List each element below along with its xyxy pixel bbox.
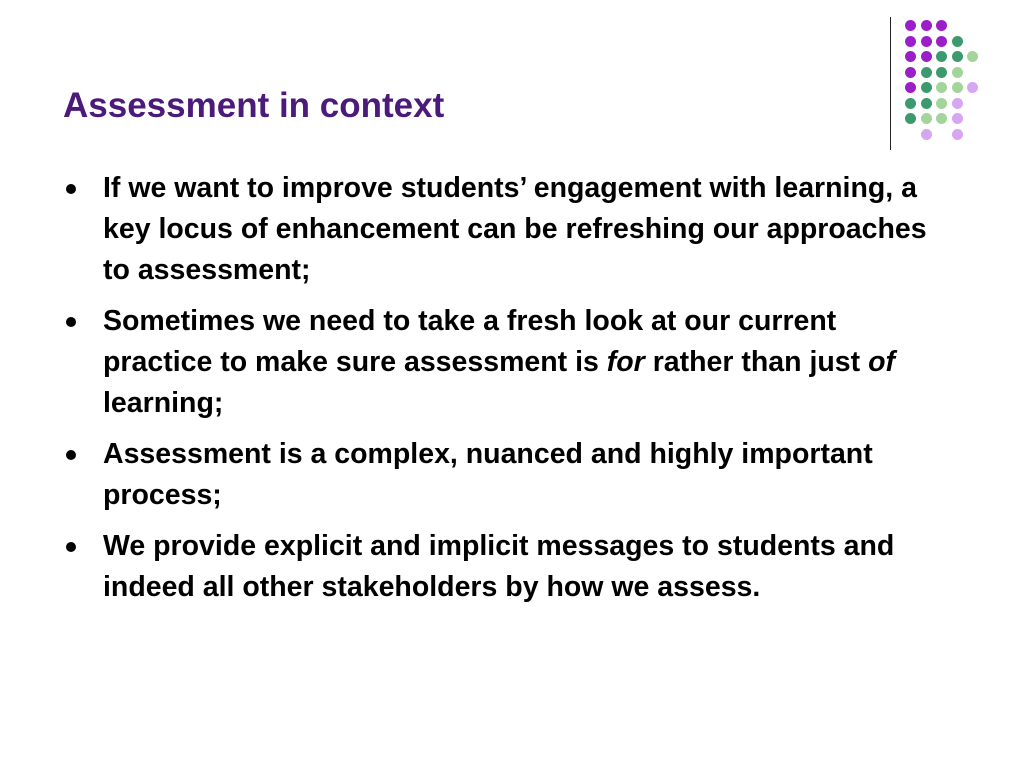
decorative-dot bbox=[936, 98, 947, 109]
decorative-dot bbox=[952, 82, 963, 93]
bullet-text-emphasis: of bbox=[868, 346, 895, 378]
decorative-dot bbox=[952, 51, 963, 62]
decorative-dot bbox=[921, 98, 932, 109]
bullet-text: Assessment is a complex, nuanced and highly important process; bbox=[103, 438, 873, 511]
decorative-dot bbox=[936, 36, 947, 47]
decorative-dot bbox=[905, 67, 916, 78]
bullet-item bbox=[63, 301, 953, 424]
decorative-dot bbox=[967, 51, 978, 62]
decorative-dot bbox=[921, 129, 932, 140]
bullet-item bbox=[63, 526, 953, 608]
decorative-dot bbox=[936, 67, 947, 78]
decorative-dot bbox=[936, 113, 947, 124]
decorative-dot bbox=[921, 67, 932, 78]
decorative-dot bbox=[967, 82, 978, 93]
bullet-item bbox=[63, 168, 953, 291]
bullet-text: rather than just bbox=[644, 346, 869, 378]
bullet-text: learning; bbox=[103, 387, 224, 419]
decorative-dot bbox=[921, 82, 932, 93]
bullet-point-icon bbox=[66, 184, 76, 194]
decorative-dot bbox=[905, 82, 916, 93]
decorative-dot bbox=[936, 82, 947, 93]
bullet-point-icon bbox=[66, 317, 76, 327]
bullet-text: If we want to improve students’ engagement with learning, a key locus of enhancement can be refreshing our approaches to assessment; bbox=[103, 172, 927, 286]
decorative-dot bbox=[952, 67, 963, 78]
decorative-dot-grid bbox=[905, 20, 985, 150]
decorative-dot bbox=[952, 129, 963, 140]
decorative-dot bbox=[952, 113, 963, 124]
decorative-dot bbox=[921, 36, 932, 47]
slide-title: Assessment in context bbox=[63, 86, 445, 125]
decorative-dot bbox=[905, 20, 916, 31]
bullet-text: We provide explicit and implicit messages to students and indeed all other stakeholders by how we assess. bbox=[103, 530, 895, 603]
decorative-dot bbox=[936, 20, 947, 31]
decorative-dot bbox=[905, 98, 916, 109]
bullet-point-icon bbox=[66, 450, 76, 460]
bullet-point-icon bbox=[66, 542, 76, 552]
decorative-dot bbox=[952, 98, 963, 109]
decorative-dot bbox=[905, 36, 916, 47]
decorative-dot bbox=[905, 113, 916, 124]
divider-line bbox=[890, 17, 891, 150]
bullet-text-emphasis: for bbox=[606, 346, 645, 378]
decorative-dot bbox=[921, 20, 932, 31]
decorative-dot bbox=[905, 51, 916, 62]
decorative-dot bbox=[921, 113, 932, 124]
bullet-list bbox=[63, 168, 953, 618]
decorative-dot bbox=[921, 51, 932, 62]
decorative-dot bbox=[952, 36, 963, 47]
bullet-item bbox=[63, 434, 953, 516]
decorative-dot bbox=[936, 51, 947, 62]
bullet-text: Sometimes we need to take a fresh look at our current practice to make sure assessment is bbox=[103, 305, 837, 378]
